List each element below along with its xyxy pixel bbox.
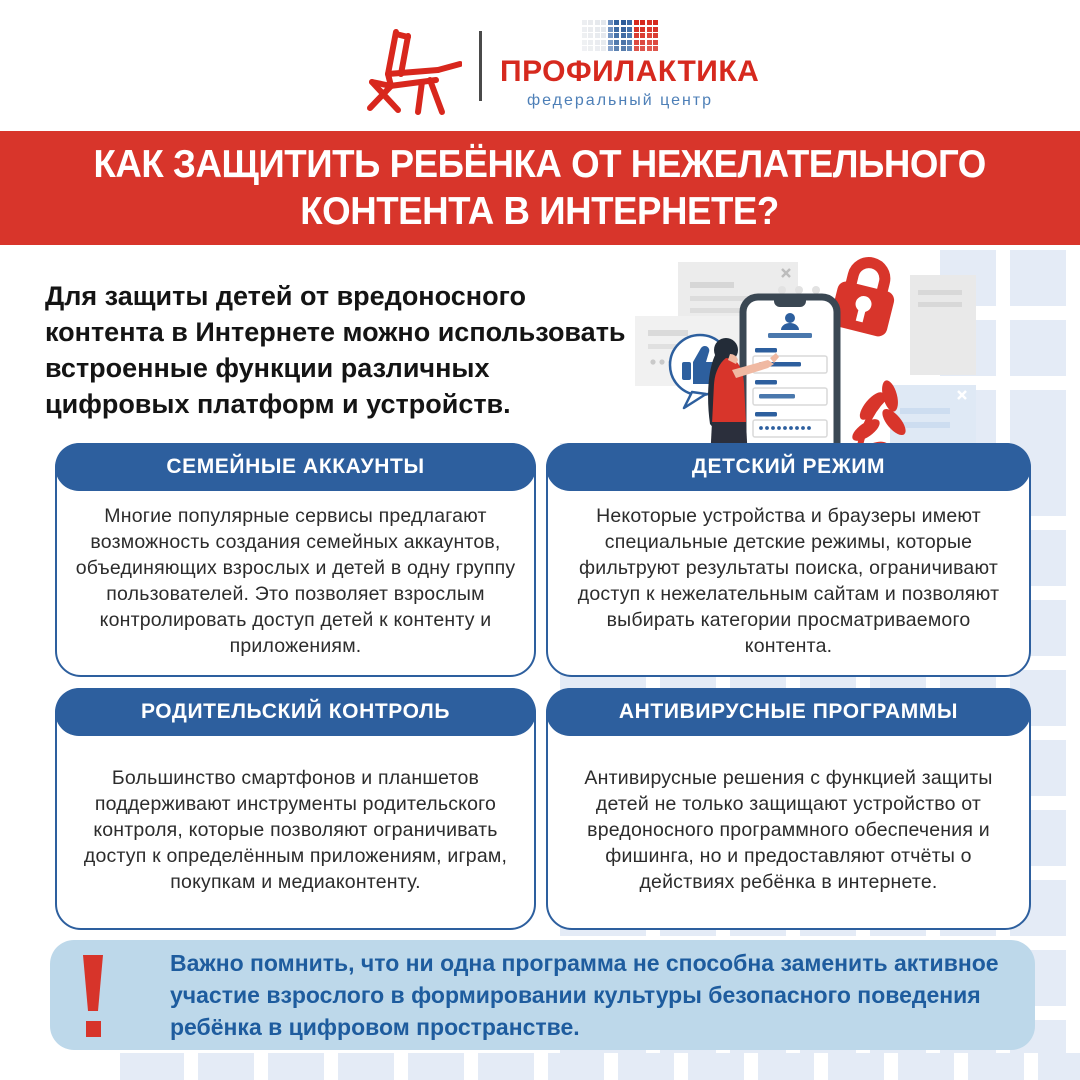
card-antivirus [546, 688, 1031, 930]
note-line2: участие взрослого в формировании культуры безопасного поведения [170, 982, 981, 1008]
card-title: АНТИВИРУСНЫЕ ПРОГРАММЫ [618, 700, 959, 723]
card-title: СЕМЕЙНЫЕ АККАУНТЫ [166, 455, 425, 478]
banner-title-line2: КОНТЕНТА В ИНТЕРНЕТЕ? [300, 190, 780, 233]
note-box [50, 940, 1035, 1050]
window-dots [778, 286, 820, 294]
card-title: РОДИТЕЛЬСКИЙ КОНТРОЛЬ [140, 700, 451, 723]
card-title: ДЕТСКИЙ РЕЖИМ [691, 455, 886, 478]
card-text: Антивирусные решения с функцией защиты детей не только защищают устройство от вредоносного программного обеспечения и фишинга, но и предоставляют отчёты о действиях ребёнка в интернете. [584, 767, 993, 893]
phone-icon [743, 297, 837, 461]
card-header [546, 688, 1031, 736]
card-text: Некоторые устройства и браузеры имеют специальные детские режимы, которые фильтруют результаты поиска, ограничивают доступ к нежелательным сайтам и позволяют выбирать категории просматриваемого контента. [577, 505, 1000, 657]
flag-grid-icon [582, 20, 659, 51]
card-header [55, 688, 536, 736]
card-body [57, 491, 534, 675]
card-parental-control [55, 688, 536, 930]
logo-divider [479, 31, 482, 101]
note-line3: ребёнка в цифровом пространстве. [170, 1014, 580, 1040]
chair-logo-icon [358, 20, 462, 116]
header-logo-row [0, 0, 1080, 131]
bg-squares-pattern-bottom [120, 1053, 1080, 1080]
intro-text [45, 278, 685, 422]
browser-window-icon-3 [910, 275, 976, 375]
password-dots [759, 426, 811, 430]
card-kids-mode [546, 443, 1031, 677]
brand-subtitle: федеральный центр [526, 92, 714, 109]
banner-title-line1: КАК ЗАЩИТИТЬ РЕБЁНКА ОТ НЕЖЕЛАТЕЛЬНОГО [93, 143, 987, 186]
card-body [57, 736, 534, 928]
card-header [546, 443, 1031, 491]
intro-line3: встроенные функции различных [45, 353, 490, 383]
exclamation-icon [78, 955, 108, 1040]
card-text: Большинство смартфонов и планшетов поддерживают инструменты родительского контроля, которые позволяют ограничивать доступ к определённым приложениям, играм, покупкам и медиаконтенту. [83, 767, 508, 893]
title-banner [0, 131, 1080, 245]
card-header [55, 443, 536, 491]
note-text [170, 947, 1050, 1043]
brand-name: ПРОФИЛАКТИКА [500, 55, 760, 88]
intro-line4: цифровых платформ и устройств. [45, 389, 511, 419]
note-line1: Важно помнить, что ни одна программа не способна заменить активное [170, 950, 999, 976]
intro-line1: Для защиты детей от вредоносного [45, 281, 526, 311]
brand-block [500, 20, 760, 110]
card-text: Многие популярные сервисы предлагают возможность создания семейных аккаунтов, объединяющих взрослых и детей в одну группу пользователей. Это позволяет взрослым контролировать доступ детей к контенту и приложениям. [75, 505, 516, 657]
card-body [548, 491, 1029, 675]
card-body [548, 736, 1029, 928]
card-family-accounts [55, 443, 536, 677]
intro-line2: контента в Интернете можно использовать [45, 317, 626, 347]
browser-window-icon-4 [890, 385, 976, 445]
